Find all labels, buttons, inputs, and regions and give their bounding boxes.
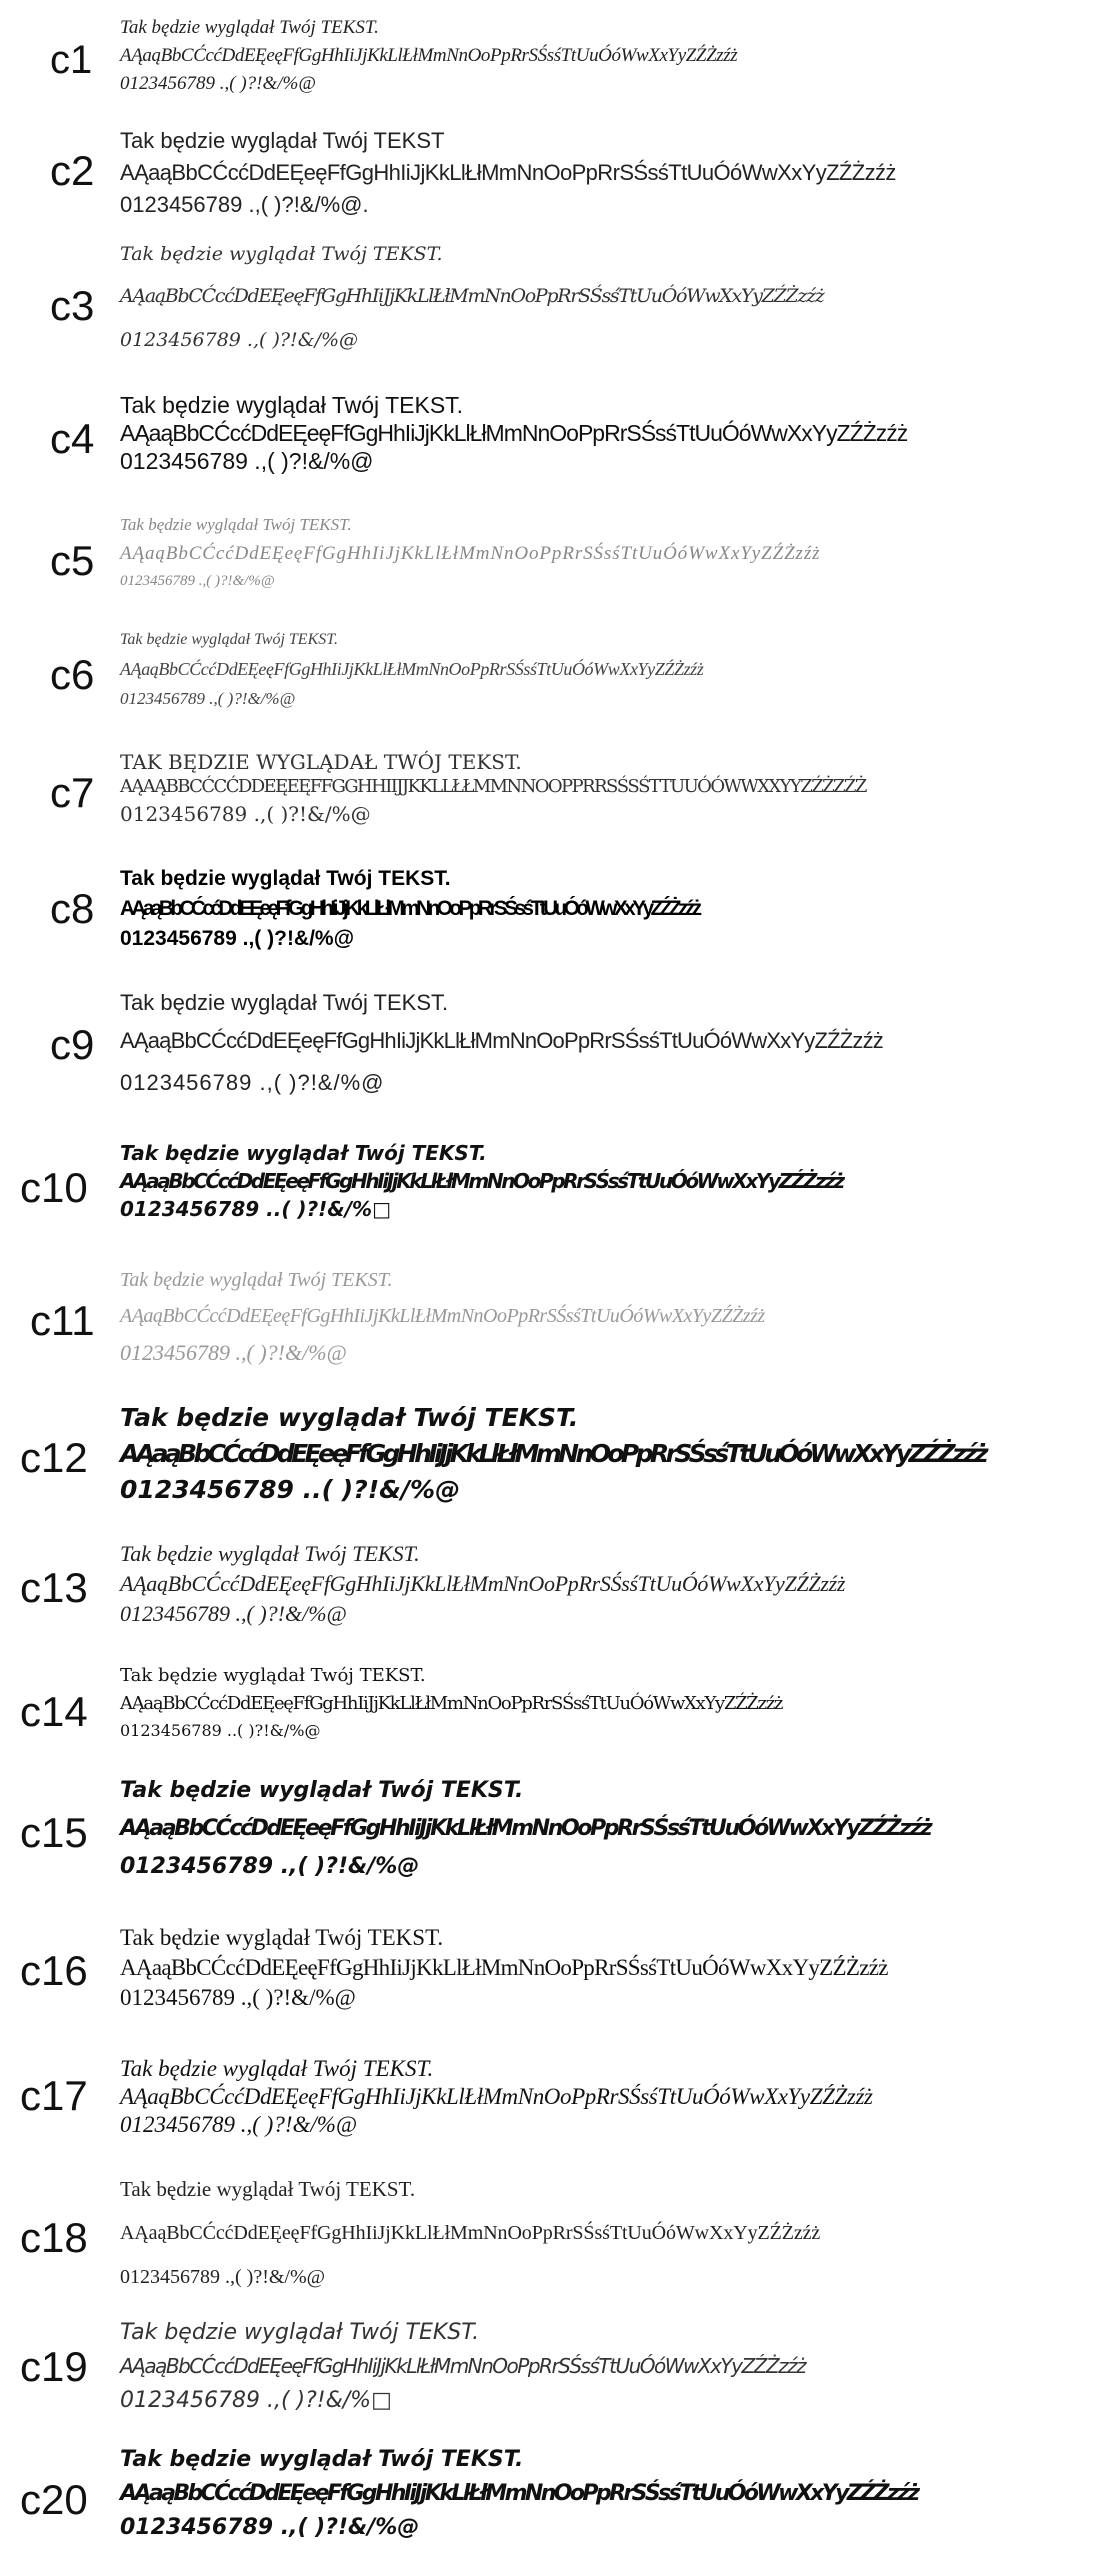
sample-heading-line: Tak będzie wyglądał Twój TEKST. bbox=[120, 1665, 426, 1686]
sample-digits-line: 0123456789 .,( )?!&/%@ bbox=[120, 2515, 420, 2540]
sample-alphabet-line: AĄaąBbCĆcćDdEĘeęFfGgHhIiJjKkLlŁłMmNnOoPpRrSŚsśTtUuÓóWwXxYyZŹŻzźż bbox=[120, 2354, 806, 2378]
sample-alphabet-line: AĄaąBbCĆcćDdEĘeęFfGgHhIiJjKkLlŁłMmNnOoPpRrSŚsśTtUuÓóWwXxYyZŹŻzźż bbox=[120, 1439, 985, 1468]
font-sample-c4 bbox=[0, 390, 1097, 490]
sample-digits-line: 0123456789 ..( )?!&/%□ bbox=[120, 1197, 391, 1221]
font-sample-c8 bbox=[0, 868, 1097, 978]
sample-heading-line: Tak będzie wyglądał Twój TEKST bbox=[120, 128, 445, 153]
sample-code: c8 bbox=[50, 885, 95, 932]
sample-alphabet-line: AĄaąBbCĆcćDdEĘeęFfGgHhIiJjKkLlŁłMmNnOoPpRrSŚsśTtUuÓóWwXxYyZŹŻzźż bbox=[120, 1816, 931, 1841]
sample-heading-line: Tak będzie wyglądał Twój TEKST. bbox=[120, 1403, 579, 1432]
font-sample-c16 bbox=[0, 1922, 1097, 2027]
sample-alphabet-line: AĄaąBbCĆcćDdEĘeęFfGgHhIiJjKkLlŁłMmNnOoPpRrSŚsśTtUuÓóWwXxYyZŹŻzźż bbox=[120, 1955, 888, 1980]
font-sample-c3 bbox=[0, 245, 1097, 365]
sample-alphabet-line: AĄaąBbCĆcćDdEĘeęFfGgHhIiJjKkLlŁłMmNnOoPpRrSŚsśTtUuÓóWwXxYyZŹŻzźż bbox=[120, 2222, 821, 2244]
font-sample-c2 bbox=[0, 130, 1097, 230]
sample-code: c11 bbox=[30, 1297, 95, 1344]
sample-heading-line: Tak będzie wyglądał Twój TEKST. bbox=[120, 631, 338, 648]
sample-digits-line: 0123456789 ..( )?!&/%@ bbox=[120, 1475, 461, 1504]
sample-heading-line: Tak będzie wyglądał Twój TEKST. bbox=[120, 1925, 444, 1950]
sample-alphabet-line: AĄaąBbCĆcćDdEĘeęFfGgHhIiJjKkLlŁłMmNnOoPpRrSŚsśTtUuÓóWwXxYyZŹŻzźż bbox=[120, 1693, 783, 1714]
sample-code: c3 bbox=[50, 282, 95, 329]
sample-digits-line: 0123456789 .,( )?!&/%@ bbox=[120, 2266, 326, 2288]
sample-code: c18 bbox=[20, 2214, 88, 2261]
sample-digits-line: 0123456789 .,( )?!&/%@. bbox=[120, 192, 369, 217]
sample-alphabet-line: AĄaąBbCĆcćDdEĘeęFfGgHhIiJjKkLlŁłMmNnOoPpRrSŚsśTtUuÓóWwXxYyZŹŻzźż bbox=[120, 659, 704, 679]
sample-digits-line: 0123456789 .,( )?!&/%@ bbox=[120, 1601, 347, 1626]
font-sample-c15 bbox=[0, 1780, 1097, 1895]
font-sample-c9 bbox=[0, 992, 1097, 1107]
sample-alphabet-line: AĄaąBbCĆcćDdEĘeęFfGgHhIiJjKkLlŁłMmNnOoPpRrSŚsśTtUuÓóWwXxYyZŹŻzźż bbox=[120, 2084, 873, 2109]
sample-heading-line: Tak będzie wyglądał Twój TEKST. bbox=[120, 515, 352, 534]
sample-digits-line: 0123456789 .,( )?!&/%@ bbox=[120, 329, 359, 351]
sample-heading-line: Tak będzie wyglądał Twój TEKST. bbox=[120, 1269, 393, 1291]
sample-code: c15 bbox=[20, 1809, 88, 1856]
sample-digits-line: 0123456789 .,( )?!&/%@ bbox=[120, 73, 316, 94]
sample-heading-line: Tak będzie wyglądał Twój TEKST. bbox=[120, 17, 379, 38]
sample-code: c7 bbox=[50, 769, 95, 816]
sample-heading-line: Tak będzie wyglądał Twój TEKST. bbox=[120, 243, 443, 265]
sample-digits-line: 0123456789 .,( )?!&/%@ bbox=[120, 927, 355, 950]
sample-alphabet-line: AĄaąBbCĆcćDdEĘeęFfGgHhIiJjKkLlŁłMmNnOoPpRrSŚsśTtUuÓóWwXxYyZŹŻzźż bbox=[120, 1571, 846, 1596]
sample-code: c16 bbox=[20, 1947, 88, 1994]
sample-heading-line: Tak będzie wyglądał Twój TEKST. bbox=[120, 1778, 524, 1803]
sample-alphabet-line: AĄaąBbCĆcćDdEĘeęFfGgHhIiJjKkLlŁłMmNnOoPpRrSŚsśTtUuÓóWwXxYyZŹŻzźż bbox=[120, 2481, 918, 2506]
sample-heading-line: Tak będzie wyglądał Twój TEKST. bbox=[120, 867, 451, 890]
sample-heading-line: Tak będzie wyglądał Twój TEKST. bbox=[120, 1541, 420, 1566]
sample-alphabet-line: AĄaąBbCĆcćDdEĘeęFfGgHhIiJjKkLlŁłMmNnOoPpRrSŚsśTtUuÓóWwXxYyZŹŻzźż bbox=[120, 160, 896, 185]
sample-alphabet-line: AĄaąBbCĆcćDdEĘeęFfGgHhIiJjKkLlŁłMmNnOoPpRrSŚsśTtUuÓóWwXxYyZŹŻzźż bbox=[120, 543, 821, 564]
sample-alphabet-line: AĄaąBbCĆcćDdEĘeęFfGgHhIiJjKkLlŁłMmNnOoPpRrSŚsśTtUuÓóWwXxYyZŹŻzźż bbox=[120, 420, 908, 446]
sample-code: c13 bbox=[20, 1564, 88, 1611]
sample-digits-line: 0123456789 ..( )?!&/%@ bbox=[120, 1721, 321, 1740]
sample-code: c1 bbox=[50, 38, 93, 82]
font-sample-c20 bbox=[0, 2443, 1097, 2553]
sample-code: c19 bbox=[20, 2343, 88, 2390]
sample-code: c17 bbox=[20, 2072, 88, 2119]
sample-code: c5 bbox=[50, 537, 95, 584]
sample-digits-line: 0123456789 .,( )?!&/%@ bbox=[120, 573, 275, 589]
sample-heading-line: Tak będzie wyglądał Twój TEKST. bbox=[120, 2447, 524, 2472]
font-sample-c5 bbox=[0, 510, 1097, 610]
font-sample-c17 bbox=[0, 2047, 1097, 2152]
sample-digits-line: 0123456789 .,( )?!&/%@ bbox=[120, 1340, 347, 1365]
sample-heading-line: Tak będzie wyglądał Twój TEKST. bbox=[120, 2320, 480, 2345]
font-sample-c10 bbox=[0, 1143, 1097, 1253]
sample-heading-line: Tak będzie wyglądał Twój TEKST. bbox=[120, 2177, 416, 2201]
sample-code: c10 bbox=[20, 1164, 88, 1211]
sample-heading-line: Tak będzie wyglądał Twój TEKST. bbox=[120, 392, 464, 418]
sample-heading-line: Tak będzie wyglądał Twój TEKST. bbox=[120, 2056, 434, 2081]
font-sample-c6 bbox=[0, 628, 1097, 728]
sample-heading-line: Tak będzie wyglądał Twój TEKST. bbox=[120, 1141, 487, 1165]
sample-heading-line: TAK BĘDZIE WYGLĄDAŁ TWÓJ TEKST. bbox=[120, 750, 522, 774]
sample-code: c12 bbox=[20, 1434, 88, 1481]
sample-code: c6 bbox=[50, 651, 95, 698]
sample-digits-line: 0123456789 .,( )?!&/%@ bbox=[120, 802, 371, 826]
sample-code: c14 bbox=[20, 1688, 88, 1735]
font-sample-c12 bbox=[0, 1405, 1097, 1520]
sample-code: c2 bbox=[50, 147, 95, 194]
sample-heading-line: Tak będzie wyglądał Twój TEKST. bbox=[120, 990, 449, 1015]
sample-digits-line: 0123456789 .,( )?!&/%@ bbox=[120, 448, 374, 474]
sample-code: c4 bbox=[50, 415, 95, 462]
sample-alphabet-line: AĄAĄBBCĆCĆDDEĘEĘFFGGHHIIJJKKLLŁŁMMNNOOPPRRSŚSŚTTUUÓÓWWXXYYZŹŻZŹŻ bbox=[120, 776, 866, 797]
font-sample-c11 bbox=[0, 1270, 1097, 1390]
sample-digits-line: 0123456789 .,( )?!&/%@ bbox=[120, 1854, 420, 1879]
font-sample-c13 bbox=[0, 1543, 1097, 1643]
sample-code: c20 bbox=[20, 2476, 88, 2523]
sample-alphabet-line: AĄaąBbCĆcćDdEĘeęFfGgHhIiJjKkLlŁłMmNnOoPpRrSŚsśTtUuÓóWwXxYyZŹŻzźż bbox=[120, 285, 824, 307]
sample-digits-line: 0123456789 .,( )?!&/%@ bbox=[120, 2112, 358, 2137]
sample-digits-line: 0123456789 .,( )?!&/%@ bbox=[120, 689, 296, 708]
sample-alphabet-line: AĄaąBbCĆcćDdEĘeęFfGgHhIiJjKkLlŁłMmNnOoPpRrSŚsśTtUuÓóWwXxYyZŹŻzźż bbox=[120, 45, 738, 66]
font-sample-c18 bbox=[0, 2175, 1097, 2295]
font-sample-c7 bbox=[0, 748, 1097, 848]
font-sample-c19 bbox=[0, 2318, 1097, 2423]
sample-digits-line: 0123456789 .,( )?!&/%□ bbox=[120, 2388, 392, 2413]
sample-code: c9 bbox=[50, 1021, 95, 1068]
font-sample-c14 bbox=[0, 1663, 1097, 1763]
sample-alphabet-line: AĄaąBbCĆcćDdEĘeęFfGgHhIiJjKkLlŁłMmNnOoPpRrSŚsśTtUuÓóWwXxYyZŹŻzźż bbox=[120, 1305, 765, 1327]
sample-alphabet-line: AĄaąBbCĆcćDdEĘeęFfGgHhIiJjKkLlŁłMmNnOoPpRrSŚsśTtUuÓóWwXxYyZŹŻzźż bbox=[120, 1169, 843, 1193]
font-sample-c1 bbox=[0, 18, 1097, 103]
sample-alphabet-line: AĄaąBbCĆcćDdEĘeęFfGgHhIiJjKkLlŁłMmNnOoPpRrSŚsśTtUuÓóWwXxYyZŹŻzźż bbox=[120, 897, 699, 920]
sample-alphabet-line: AĄaąBbCĆcćDdEĘeęFfGgHhIiJjKkLlŁłMmNnOoPpRrSŚsśTtUuÓóWwXxYyZŹŻzźż bbox=[120, 1028, 884, 1053]
sample-digits-line: 0123456789 .,( )?!&/%@ bbox=[120, 1985, 356, 2010]
sample-digits-line: 0123456789 .,( )?!&/%@ bbox=[120, 1070, 385, 1095]
